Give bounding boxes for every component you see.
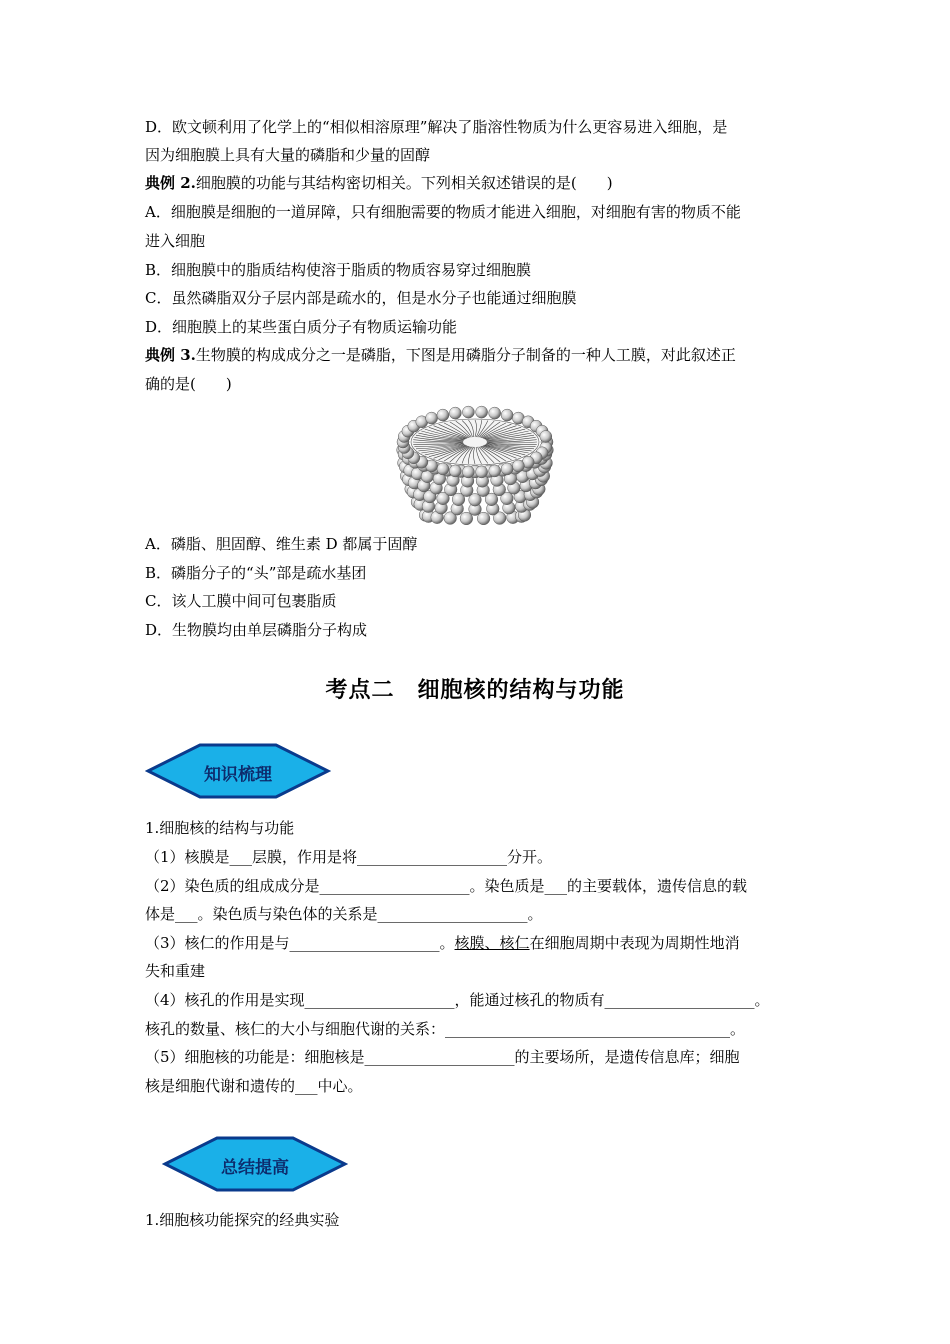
q3-option-b: B．磷脂分子的“头”部是疏水基团 [145, 564, 367, 582]
summary-badge-label: 总结提高 [221, 1158, 289, 1178]
artificial-membrane-figure [395, 400, 555, 525]
q3-option-d: D．生物膜均由单层磷脂分子构成 [145, 621, 368, 639]
knowledge-line-2: （2）染色质的组成成分是____________________。染色质是___的主要载体，遗传信息的载 [145, 877, 748, 895]
q2-stem [145, 172, 613, 194]
knowledge-line-1: （1）核膜是___层膜，作用是将____________________分开。 [145, 848, 553, 866]
knowledge-line-4-pre: （3）核仁的作用是与____________________。 [145, 934, 455, 952]
q3-stem-line1 [145, 344, 736, 366]
summary-badge [162, 1135, 348, 1193]
knowledge-line-4 [145, 932, 740, 954]
knowledge-line-7: 核孔的数量、核仁的大小与细胞代谢的关系：______________________________________。 [145, 1020, 746, 1038]
summary-heading: 1.细胞核功能探究的经典实验 [145, 1211, 340, 1229]
q2-option-a-line2: 进入细胞 [145, 232, 206, 250]
q2-label: 典例 2. [145, 174, 196, 192]
knowledge-line-6: （4）核孔的作用是实现____________________，能通过核孔的物质有____________________。 [145, 991, 770, 1009]
q3-label: 典例 3. [145, 346, 196, 364]
q3-stem-line2: 确的是( ) [145, 375, 232, 393]
knowledge-line-9: 核是细胞代谢和遗传的___中心。 [145, 1077, 363, 1095]
knowledge-badge-label: 知识梳理 [204, 765, 272, 785]
q2-option-d: D．细胞膜上的某些蛋白质分子有物质运输功能 [145, 318, 458, 336]
q3-option-c: C．该人工膜中间可包裹脂质 [145, 592, 337, 610]
q3-stem-text: 生物膜的构成成分之一是磷脂，下图是用磷脂分子制备的一种人工膜，对此叙述正 [195, 346, 736, 364]
knowledge-line-3: 体是___。染色质与染色体的关系是____________________。 [145, 905, 543, 923]
q3-option-a: A．磷脂、胆固醇、维生素 D 都属于固醇 [145, 535, 418, 553]
knowledge-line-4-post: 在细胞周期中表现为周期性地消 [529, 934, 740, 952]
knowledge-heading: 1.细胞核的结构与功能 [145, 819, 295, 837]
q2-option-a-line1: A．细胞膜是细胞的一道屏障，只有细胞需要的物质才能进入细胞，对细胞有害的物质不能 [145, 203, 741, 221]
q2-option-b: B．细胞膜中的脂质结构使溶于脂质的物质容易穿过细胞膜 [145, 261, 532, 279]
knowledge-line-5: 失和重建 [145, 962, 206, 980]
knowledge-line-4-underlined: 核膜、核仁 [454, 934, 530, 952]
section-title: 考点二 细胞核的结构与功能 [325, 677, 625, 703]
knowledge-badge [145, 742, 331, 800]
q2-option-c: C．虽然磷脂双分子层内部是疏水的，但是水分子也能通过细胞膜 [145, 289, 577, 307]
q1-option-d-line2: 因为细胞膜上具有大量的磷脂和少量的固醇 [145, 146, 431, 164]
q1-option-d-line1: D．欧文顿利用了化学上的“相似相溶原理”解决了脂溶性物质为什么更容易进入细胞，是 [145, 118, 728, 136]
knowledge-line-8: （5）细胞核的功能是：细胞核是____________________的主要场所，是遗传信息库；细胞 [145, 1048, 740, 1066]
q2-stem-text: 细胞膜的功能与其结构密切相关。下列相关叙述错误的是( ) [195, 174, 613, 192]
